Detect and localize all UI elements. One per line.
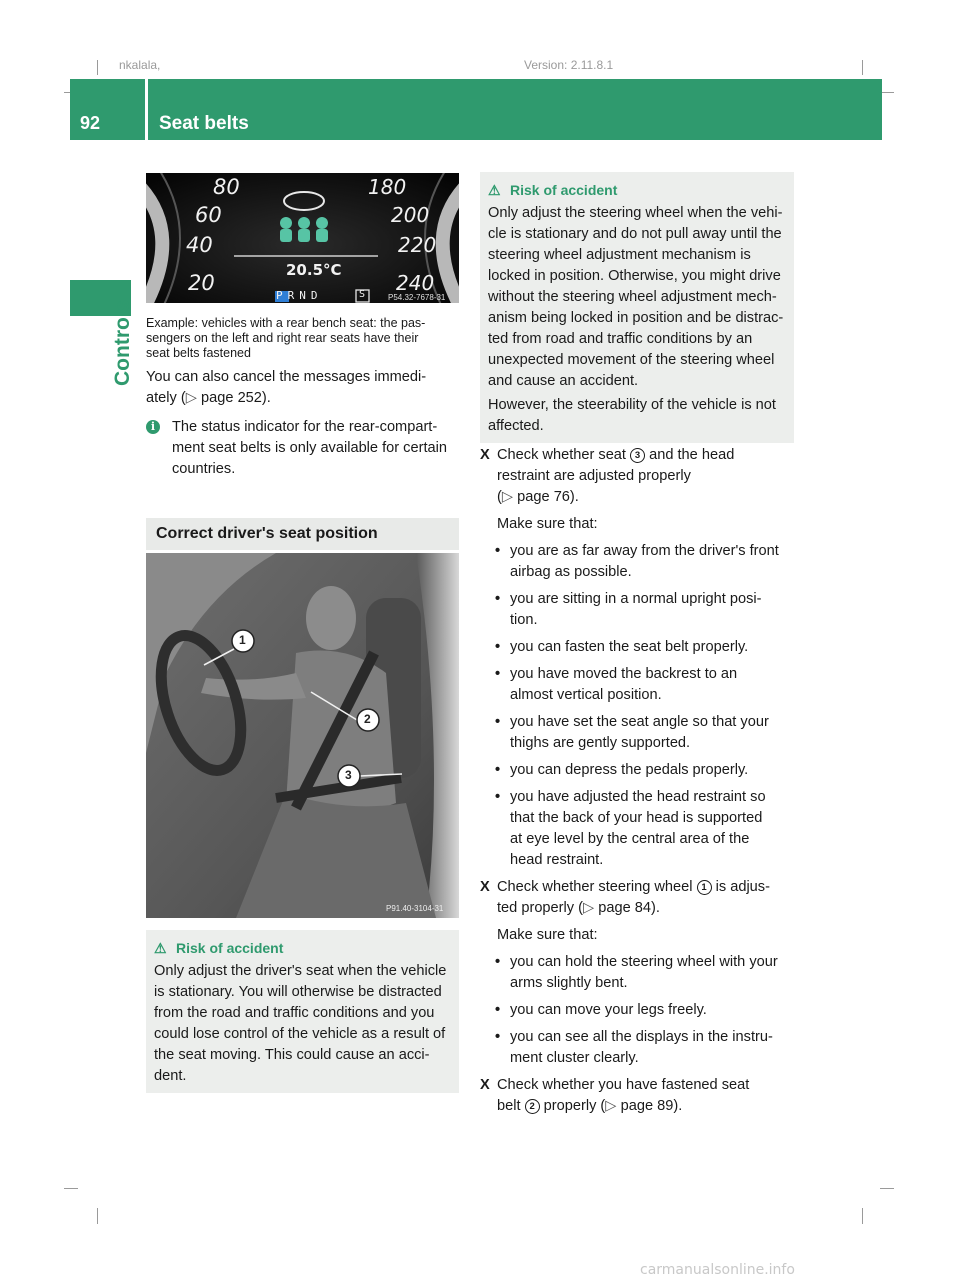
page-ref-link[interactable]: page 252). <box>201 390 271 406</box>
page-ref-arrow-icon: ▷ <box>501 489 514 505</box>
text-line: you are as far away from the driver's front <box>510 543 779 559</box>
instrument-cluster-image <box>146 173 459 303</box>
text-line: tion. <box>510 612 538 628</box>
text-line: Check whether you have fastened seat <box>497 1077 750 1093</box>
text-line: Check whether steering wheel <box>497 879 697 895</box>
bullet-icon: • <box>495 1029 501 1045</box>
page-ref-link[interactable]: page 76). <box>517 489 579 505</box>
crop-mark <box>880 1188 894 1189</box>
step-seat: X Check whether seat 3 and the head restraint are adjusted properly (▷ page 76). Make sure that: <box>480 445 800 535</box>
text-line: The status indicator for the rear-compart- <box>172 419 438 435</box>
list-item <box>480 787 800 871</box>
list-item <box>480 760 800 781</box>
text-line: ted properly ( <box>497 900 583 916</box>
list-item <box>480 541 800 583</box>
text-line: Only adjust the driver's seat when the vehicle <box>154 963 447 979</box>
step-steering-wheel <box>480 877 800 946</box>
text-line: from the road and traffic conditions and you <box>154 1005 435 1021</box>
text-line: However, the steerability of the vehicle is not <box>488 397 776 413</box>
watermark: carmanualsonline.info <box>640 1262 795 1278</box>
warning-title: Risk of accident <box>176 940 284 956</box>
page-ref-arrow-icon: ▷ <box>185 390 197 406</box>
list-item <box>480 637 800 658</box>
text-line: Check whether seat <box>497 447 631 463</box>
bullet-icon: • <box>495 639 501 655</box>
callout-circle: 3 <box>630 448 645 463</box>
list-item <box>480 1000 800 1021</box>
make-sure-label: Make sure that: <box>497 927 598 943</box>
page-ref-arrow-icon: ▷ <box>605 1098 617 1114</box>
crop-mark <box>97 60 98 75</box>
text-line: unexpected movement of the steering wheel <box>488 352 775 368</box>
warning-box-seat <box>146 930 459 1093</box>
side-label: Controls <box>111 299 134 386</box>
text-line: without the steering wheel adjustment mech- <box>488 289 777 305</box>
cancel-paragraph <box>146 367 462 409</box>
warning-box-steering <box>480 172 794 443</box>
list-item <box>480 664 800 706</box>
text-line: you can see all the displays in the instru- <box>510 1029 773 1045</box>
step-seat-belt <box>480 1075 800 1117</box>
text-line: is adjus- <box>711 879 770 895</box>
image-ref-code: P54.32-7678-31 <box>388 293 446 302</box>
callout-circle: 2 <box>525 1099 540 1114</box>
bullet-icon: • <box>495 789 501 805</box>
temperature-readout: 20.5°C <box>286 261 342 279</box>
crop-mark <box>862 60 863 75</box>
crop-mark <box>862 1208 863 1224</box>
step-marker-icon: X <box>480 879 490 895</box>
text-line: you are sitting in a normal upright posi- <box>510 591 762 607</box>
page-number: 92 <box>80 113 101 133</box>
text-line: the seat moving. This could cause an acci- <box>154 1047 430 1063</box>
driver-seat-graphic <box>146 553 459 918</box>
driver-seat-image <box>146 553 459 918</box>
crop-mark <box>880 92 894 93</box>
speed-label: 60 <box>195 203 222 227</box>
callout-circle: 1 <box>697 880 712 895</box>
right-steps <box>480 445 800 1117</box>
speed-label: 200 <box>391 203 430 227</box>
bullet-icon: • <box>495 762 501 778</box>
text-line: ment cluster clearly. <box>510 1050 639 1066</box>
text-line: and cause an accident. <box>488 373 639 389</box>
text-line: you have adjusted the head restraint so <box>510 789 766 805</box>
bullet-icon: • <box>495 591 501 607</box>
speed-label: 240 <box>396 271 435 295</box>
text-line: airbag as possible. <box>510 564 632 580</box>
callout-1: 1 <box>239 633 246 647</box>
speed-label: 20 <box>188 271 215 295</box>
text-line: you have set the seat angle so that your <box>510 714 769 730</box>
info-note <box>146 417 462 480</box>
text-line: You can also cancel the messages immedi- <box>146 369 427 385</box>
text-line: anism being locked in position and be distrac- <box>488 310 784 326</box>
text-line: cle is stationary and do not pull away until the <box>488 226 782 242</box>
text-line: restraint are adjusted properly <box>497 468 691 484</box>
info-icon: i <box>146 420 160 434</box>
meta-left: nkalala, <box>119 58 161 72</box>
text-line: ted from road and traffic conditions by an <box>488 331 753 347</box>
text-line: you can depress the pedals properly. <box>510 762 749 778</box>
text-line: ment seat belts is only available for certain <box>172 440 447 456</box>
text-line: dent. <box>154 1068 187 1084</box>
warning-heading <box>154 938 451 959</box>
mode-indicator: S <box>359 289 366 300</box>
text-line: is stationary. You will otherwise be distracted <box>154 984 442 1000</box>
caption-line: Example: vehicles with a rear bench seat: the pas- <box>146 316 426 330</box>
text-line: you can fasten the seat belt properly. <box>510 639 749 655</box>
text-line: you have moved the backrest to an <box>510 666 738 682</box>
text-line: and the head <box>645 447 735 463</box>
bullet-icon: • <box>495 954 501 970</box>
step-marker-icon: X <box>480 1077 490 1093</box>
bullet-icon: • <box>495 543 501 559</box>
meta-right: Version: 2.11.8.1 <box>524 58 614 72</box>
list-item <box>480 952 800 994</box>
text-line: you can move your legs freely. <box>510 1002 707 1018</box>
bullet-icon: • <box>495 666 501 682</box>
image-ref-code: P91.40-3104-31 <box>386 904 444 913</box>
text-line: belt <box>497 1098 525 1114</box>
page-title: Seat belts <box>159 113 249 134</box>
callout-2: 2 <box>364 712 371 726</box>
text-line: arms slightly bent. <box>510 975 628 991</box>
list-item <box>480 589 800 631</box>
warning-paragraph <box>488 395 786 437</box>
step-marker-icon: X <box>480 447 490 463</box>
list-item <box>480 712 800 754</box>
bullet-icon: • <box>495 714 501 730</box>
bullet-icon: • <box>495 1002 501 1018</box>
text-line: almost vertical position. <box>510 687 662 703</box>
image-caption <box>146 316 462 361</box>
header-divider <box>145 79 148 140</box>
text-line: affected. <box>488 418 544 434</box>
left-column <box>146 316 462 480</box>
speed-label: 40 <box>186 233 213 257</box>
crop-mark <box>64 1188 78 1189</box>
make-sure-label: Make sure that: <box>497 516 598 532</box>
list-item <box>480 1027 800 1069</box>
text-line: Only adjust the steering wheel when the vehi- <box>488 205 783 221</box>
text-line: properly ( <box>539 1098 606 1114</box>
text-line: steering wheel adjustment mechanism is <box>488 247 751 263</box>
page-ref-link[interactable]: page 84). <box>598 900 660 916</box>
text-line: countries. <box>172 461 236 477</box>
caption-line: seat belts fastened <box>146 346 251 360</box>
text-line: could lose control of the vehicle as a result of <box>154 1026 446 1042</box>
gear-indicator: PRND <box>276 289 323 302</box>
text-line: head restraint. <box>510 852 604 868</box>
page-ref-arrow-icon: ▷ <box>582 900 595 916</box>
warning-triangle-icon: ⚠ <box>154 940 167 956</box>
text-line: you can hold the steering wheel with your <box>510 954 778 970</box>
section-heading: Correct driver's seat position <box>146 518 459 550</box>
text-line: that the back of your head is supported <box>510 810 763 826</box>
warning-triangle-icon: ⚠ <box>488 182 501 198</box>
warning-heading <box>488 180 786 201</box>
crop-mark <box>97 1208 98 1224</box>
text-line: at eye level by the central area of the <box>510 831 750 847</box>
speed-label: 180 <box>368 175 407 199</box>
caption-line: sengers on the left and right rear seats have their <box>146 331 419 345</box>
speed-label: 220 <box>398 233 437 257</box>
text-line: ately ( <box>146 390 186 406</box>
text-line: locked in position. Otherwise, you might drive <box>488 268 781 284</box>
callout-3: 3 <box>345 768 352 782</box>
warning-title: Risk of accident <box>510 182 618 198</box>
text-line: thighs are gently supported. <box>510 735 691 751</box>
speed-label: 80 <box>213 175 240 199</box>
page-ref-link[interactable]: page 89). <box>620 1098 683 1114</box>
